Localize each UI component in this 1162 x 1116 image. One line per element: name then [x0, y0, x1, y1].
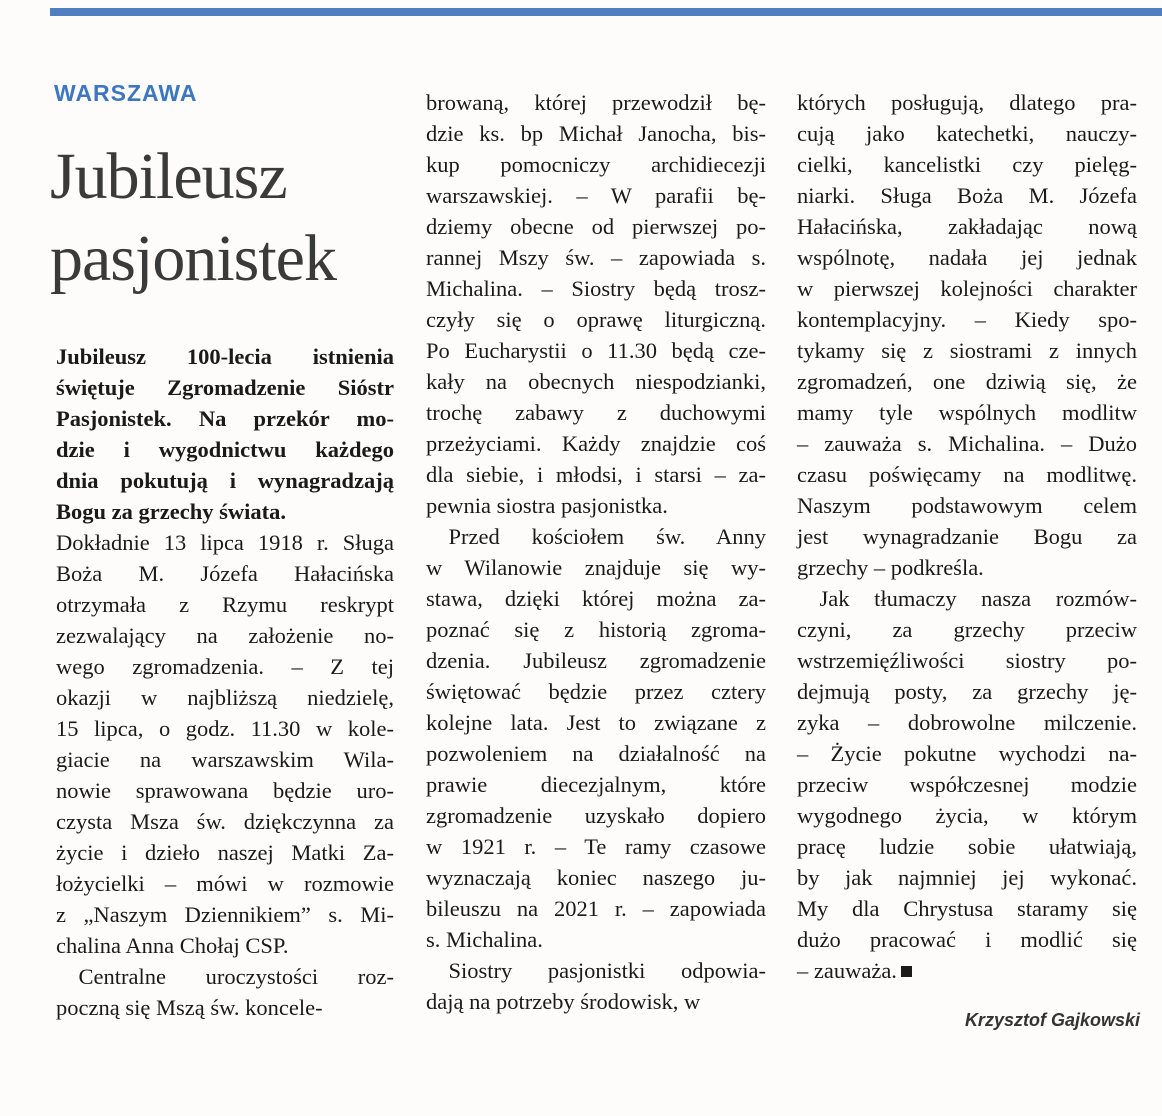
headline-line-1: Jubileusz: [50, 140, 287, 213]
author-byline: Krzysztof Gajkowski: [964, 1010, 1140, 1030]
text-line: poczną się Mszą św. koncele-: [56, 995, 323, 1020]
text-line: – zauważa.: [797, 955, 1137, 986]
text-line: rannej Mszy św. – zapowiada s.: [426, 245, 766, 270]
text-line: giacie na warszawskim Wila-: [56, 747, 394, 772]
text-line: grzechy – podkreśla.: [797, 555, 984, 580]
text-line: dzie ks. bp Michał Janocha, bis-: [426, 121, 766, 146]
headline-line-2: pasjonistek: [50, 222, 336, 295]
text-line: wyznaczają koniec naszego ju-: [426, 865, 766, 890]
text-line: łożycielki – mówi w rozmowie: [56, 871, 394, 896]
text-line: – zauważa s. Michalina. – Dużo: [797, 431, 1137, 456]
text-line: Michalina. – Siostry będą trosz-: [426, 276, 766, 301]
column-2: [426, 87, 766, 1017]
text-line: życie i dzieło naszej Matki Za-: [56, 840, 394, 865]
text-line: czasu poświęcamy na modlitwę.: [797, 462, 1137, 487]
text-line: Jubileusz 100-lecia istnienia: [56, 344, 394, 369]
text-line: wstrzemięźliwości siostry po-: [797, 648, 1137, 673]
text-line: tykamy się z siostrami z innych: [797, 338, 1137, 363]
text-line: chalina Anna Chołaj CSP.: [56, 933, 289, 958]
text-line: by jak najmniej jej wykonać.: [797, 865, 1137, 890]
text-line: nowie sprawowana będzie uro-: [56, 778, 394, 803]
text-line: Przed kościołem św. Anny: [426, 524, 766, 549]
text-line: My dla Chrystusa staramy się: [797, 896, 1137, 921]
lead-paragraph: [56, 341, 394, 527]
text-line: warszawskiej. – W parafii bę-: [426, 183, 766, 208]
end-of-article-mark: [901, 966, 912, 977]
text-line: wego zgromadzenia. – Z tej: [56, 654, 394, 679]
text-line: wspólnotę, nadała jej jednak: [797, 245, 1137, 270]
text-line: Jak tłumaczy nasza rozmów-: [797, 586, 1137, 611]
text-line: cielki, kancelistki czy pielęg-: [797, 152, 1137, 177]
text-line: w 1921 r. – Te ramy czasowe: [426, 834, 766, 859]
text-line: Boża M. Józefa Hałacińska: [56, 561, 394, 586]
text-line: trochę zabawy z duchowymi: [426, 400, 766, 425]
column-1: [56, 341, 394, 1023]
text-line: dnia pokutują i wynagradzają: [56, 468, 394, 493]
text-line: Pasjonistek. Na przekór mo-: [56, 406, 394, 431]
text-line: pracę ludzie sobie ułatwiają,: [797, 834, 1137, 859]
text-line: – Życie pokutne wychodzi na-: [797, 741, 1137, 766]
text-line: dziemy obecne od pierwszej po-: [426, 214, 766, 239]
text-line: bileuszu na 2021 r. – zapowiada: [426, 896, 766, 921]
text-line: otrzymała z Rzymu reskrypt: [56, 592, 394, 617]
text-line: przeżyciami. Każdy znajdzie coś: [426, 431, 766, 456]
text-line: czyni, za grzechy przeciw: [797, 617, 1137, 642]
text-line: Siostry pasjonistki odpowia-: [426, 958, 766, 983]
text-line: pozwoleniem na działalność na: [426, 741, 766, 766]
text-line: Naszym podstawowym celem: [797, 493, 1137, 518]
text-line: czysta Msza św. dziękczynna za: [56, 809, 394, 834]
text-line: pewnia siostra pasjonistka.: [426, 493, 668, 518]
text-line: Hałacińska, zakładając nową: [797, 214, 1137, 239]
text-line: świętować będzie przez cztery: [426, 679, 766, 704]
text-line: prawie diecezjalnym, które: [426, 772, 766, 797]
text-line: świętuje Zgromadzenie Sióstr: [56, 375, 394, 400]
text-line: zgromadzeń, one dziwią się, że: [797, 369, 1137, 394]
text-line: kup pomocniczy archidiecezji: [426, 152, 766, 177]
text-line: Dokładnie 13 lipca 1918 r. Sługa: [56, 530, 394, 555]
text-line: 15 lipca, o godz. 11.30 w kole-: [56, 716, 394, 741]
headline: [50, 136, 400, 300]
text-line: kontemplacyjny. – Kiedy spo-: [797, 307, 1137, 332]
text-line: dejmują posty, za grzechy ję-: [797, 679, 1137, 704]
text-line: okazji w najbliższą niedzielę,: [56, 685, 394, 710]
text-line: Po Eucharystii o 11.30 będą cze-: [426, 338, 766, 363]
text-line: wygodnego życia, w którym: [797, 803, 1137, 828]
text-line: kolejne lata. Jest to związane z: [426, 710, 766, 735]
text-line: dają na potrzeby środowisk, w: [426, 989, 701, 1014]
text-line: mamy tyle wspólnych modlitw: [797, 400, 1137, 425]
column-3: [797, 87, 1137, 986]
text-line: których posługują, dlatego pra-: [797, 90, 1137, 115]
top-accent-rule: [50, 8, 1162, 16]
text-line: w pierwszej kolejności charakter: [797, 276, 1137, 301]
text-line: dzie i wygodnictwu każdego: [56, 437, 394, 462]
text-line: w Wilanowie znajduje się wy-: [426, 555, 766, 580]
section-tag: WARSZAWA: [54, 80, 198, 106]
text-line: czyły się o oprawę liturgiczną.: [426, 307, 766, 332]
text-line: browaną, której przewodził bę-: [426, 90, 766, 115]
text-line: poznać się z historią zgroma-: [426, 617, 766, 642]
text-line: zyka – dobrowolne milczenie.: [797, 710, 1137, 735]
text-line: dla siebie, i młodsi, i starsi – za-: [426, 462, 766, 487]
text-line: Bogu za grzechy świata.: [56, 499, 286, 524]
column-1-body: [56, 527, 394, 1023]
text-line: dzenia. Jubileusz zgromadzenie: [426, 648, 766, 673]
text-line: przeciw współczesnej modzie: [797, 772, 1137, 797]
text-line: zezwalający na założenie no-: [56, 623, 394, 648]
text-line: kały na obecnych niespodzianki,: [426, 369, 766, 394]
text-line: stawa, dzięki której można za-: [426, 586, 766, 611]
text-line: niarki. Sługa Boża M. Józefa: [797, 183, 1137, 208]
text-line: zgromadzenie uzyskało dopiero: [426, 803, 766, 828]
text-line: z „Naszym Dziennikiem” s. Mi-: [56, 902, 394, 927]
text-line: s. Michalina.: [426, 927, 543, 952]
text-line: dużo pracować i modlić się: [797, 927, 1137, 952]
text-line: cują jako katechetki, nauczy-: [797, 121, 1137, 146]
text-line: jest wynagradzanie Bogu za: [797, 524, 1137, 549]
text-line: Centralne uroczystości roz-: [56, 964, 394, 989]
